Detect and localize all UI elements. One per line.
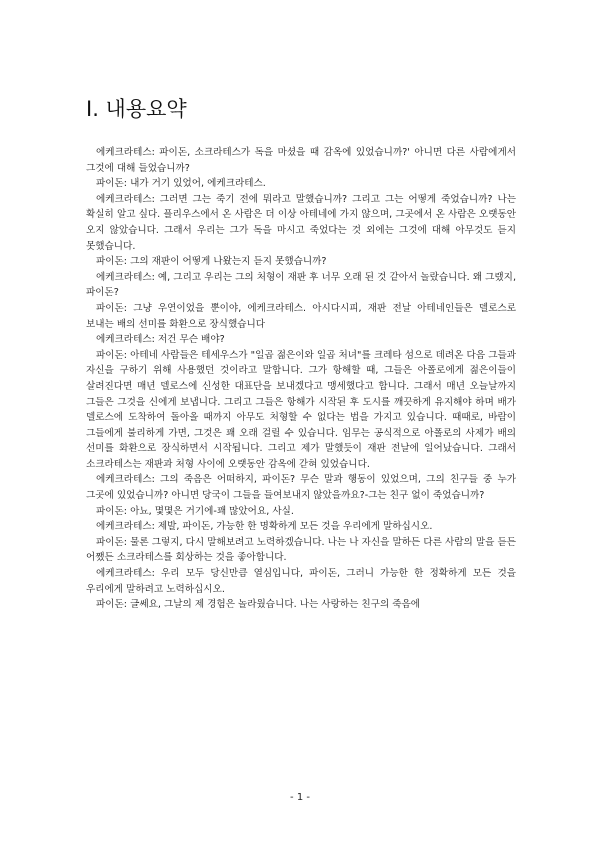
paragraph: 파이돈: 그냥 우연이었을 뿐이야, 에케크라테스. 아시다시피, 재판 전날 아테네인들은 델로스로 보내는 배의 선미를 화환으로 장식했습니다 [86, 302, 516, 330]
paragraph: 파이돈: 그의 재판이 어떻게 나왔는지 듣지 못했습니까? [96, 256, 327, 268]
body-text [86, 145, 516, 613]
page-number: - 1 - [290, 792, 310, 803]
paragraph: 에케크라테스: 파이돈, 소크라테스가 독을 마셨을 때 감옥에 있었습니까?' 아니면 다른 사람에게서 그것에 대해 들었습니까? [86, 147, 516, 174]
paragraph: 파이돈: 내가 거기 있었어, 에케크라테스. [96, 178, 266, 190]
paragraph: 파이돈: 아뇨, 몇몇은 거기에-꽤 많았어요, 사실. [96, 505, 294, 517]
paragraph: 에케크라테스: 저건 무슨 배야? [96, 334, 225, 346]
paragraph: 에케크라테스: 그러면 그는 죽기 전에 뭐라고 말했습니까? 그리고 그는 어떻게 죽었습니까? 나는 확실히 알고 싶다. 플리우스에서 온 사람은 더 이상 아테네에 가지 않으며, 그곳에서 온 사람은 오랫동안 오지 않았습니다. 그래서 우리는 그가 독을 마시고 죽었다는 것 외에는 그것에 대해 아무것도 듣지 못했습니다. [86, 193, 516, 252]
paragraph: 에케크라테스: 제발, 파이돈, 가능한 한 명확하게 모든 것을 우리에게 말하십시오. [96, 521, 433, 533]
paragraph: 파이돈: 물론 그렇지, 다시 말해보려고 노력하겠습니다. 나는 나 자신을 말하든 다른 사람의 말을 듣든 어쨌든 소크라테스를 회상하는 것을 좋아합니다. [86, 536, 516, 564]
paragraph: 파이돈: 아테네 사람들은 테세우스가 "일곱 젊은이와 일곱 처녀"를 크레타 섬으로 데려온 다음 그들과 자신을 구하기 위해 사용했던 것이라고 말합니다. 그가 항해할 때, 그들은 아폴로에게 젊은이들이 살려진다면 매년 델로스에 신성한 대표단을 보내겠다고 맹세했다고 합니다. 그래서 매년 오늘날까지 그들은 그것을 신에게 보냅니다. 그리고 그들은 항해가 시작된 후 도시를 깨끗하게 유지해야 하며 배가 델로스에 도착하여 돌아올 때까지 아무도 처형할 수 없다는 법을 가지고 있습니다. 때때로, 바람이 그들에게 불리하게 가면, 그것은 꽤 오래 걸릴 수 있습니다. 임무는 공식적으로 아폴로의 사제가 배의 선미를 화환으로 장식하면서 시작됩니다. 그리고 제가 말했듯이 재판 전날에 일어났습니다. 그래서 소크라테스는 재판과 처형 사이에 오랫동안 감옥에 갇혀 있었습니다. [86, 349, 517, 470]
paragraph: 에케크라테스: 우리 모두 당신만큼 열심입니다, 파이돈, 그러니 가능한 한 정확하게 모든 것을 우리에게 말하려고 노력하십시오. [86, 568, 516, 595]
paragraph: 파이돈: 글쎄요, 그날의 제 경험은 놀라웠습니다. 나는 사랑하는 친구의 죽음에 [96, 599, 421, 611]
paragraph: 에케크라테스: 그의 죽음은 어떠하지, 파이돈? 무슨 말과 행동이 있었으며, 그의 친구들 중 누가 그곳에 있었습니까? 아니면 당국이 그들을 들여보내지 않았을까요?-그는 친구 없이 죽었습니까? [86, 474, 516, 502]
section-heading: I. 내용요약 [86, 97, 187, 121]
paragraph: 에케크라테스: 예, 그리고 우리는 그의 처형이 재판 후 너무 오래 된 것 같아서 놀랐습니다. 왜 그랬지, 파이돈? [86, 271, 516, 299]
